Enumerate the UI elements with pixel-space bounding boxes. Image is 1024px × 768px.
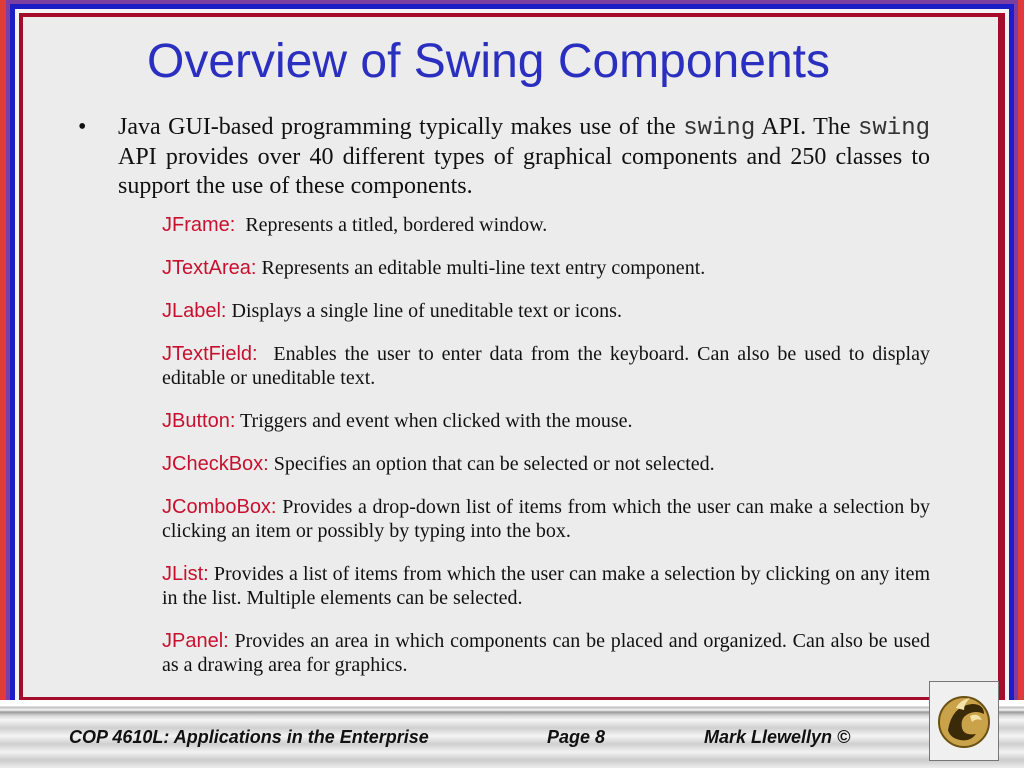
ucf-pegasus-logo-icon [929, 681, 999, 761]
slide-body [78, 113, 930, 696]
item-desc: Represents an editable multi-line text entry component. [261, 257, 706, 279]
item-term: JFrame: [162, 214, 236, 236]
component-list [78, 213, 930, 677]
list-item [78, 256, 930, 280]
bullet-text-part2: API. The [761, 114, 851, 140]
item-desc: Enables the user to enter data from the keyboard. Can also be used to display editable or uneditable text. [162, 343, 930, 389]
item-term: JComboBox: [162, 496, 277, 518]
list-item [78, 629, 930, 677]
item-term: JList: [162, 563, 209, 585]
code-swing-1: swing [683, 115, 756, 142]
list-item [78, 299, 930, 323]
bullet-text [118, 113, 930, 201]
item-desc: Displays a single line of uneditable text or icons. [231, 300, 622, 322]
item-term: JCheckBox: [162, 453, 269, 475]
item-desc: Provides a list of items from which the user can make a selection by clicking on any item in the list. Multiple elements can be selected. [162, 563, 931, 609]
item-term: JTextField: [162, 343, 258, 365]
pegasus-logo-icon [930, 682, 998, 760]
slide-title: Overview of Swing Components [147, 35, 830, 88]
list-item [78, 213, 930, 237]
bullet-text-part3: API provides over 40 different types of graphical components and 250 classes to support the use of these components. [118, 144, 930, 199]
bullet-marker: • [78, 114, 87, 140]
bullet-text-part1: Java GUI-based programming typically makes use of the [118, 114, 676, 140]
item-term: JTextArea: [162, 257, 257, 279]
footer-page: Page 8 [547, 727, 606, 747]
item-desc: Provides an area in which components can be placed and organized. Can also be used as a drawing area for graphics. [162, 630, 931, 676]
item-desc: Triggers and event when clicked with the mouse. [240, 410, 633, 432]
main-bullet [78, 113, 930, 201]
item-desc: Specifies an option that can be selected or not selected. [273, 453, 715, 475]
footer-course: COP 4610L: Applications in the Enterprise [69, 727, 429, 747]
list-item [78, 409, 930, 433]
item-term: JLabel: [162, 300, 227, 322]
item-desc: Represents a titled, bordered window. [245, 214, 548, 236]
item-term: JButton: [162, 410, 236, 432]
item-desc: Provides a drop-down list of items from which the user can make a selection by clicking an item or possibly by typing into the box. [162, 496, 931, 542]
list-item [78, 342, 930, 390]
footer-author: Mark Llewellyn © [704, 727, 851, 747]
item-term: JPanel: [162, 630, 229, 652]
list-item [78, 452, 930, 476]
list-item [78, 495, 930, 543]
list-item [78, 562, 930, 610]
code-swing-2: swing [858, 115, 931, 142]
